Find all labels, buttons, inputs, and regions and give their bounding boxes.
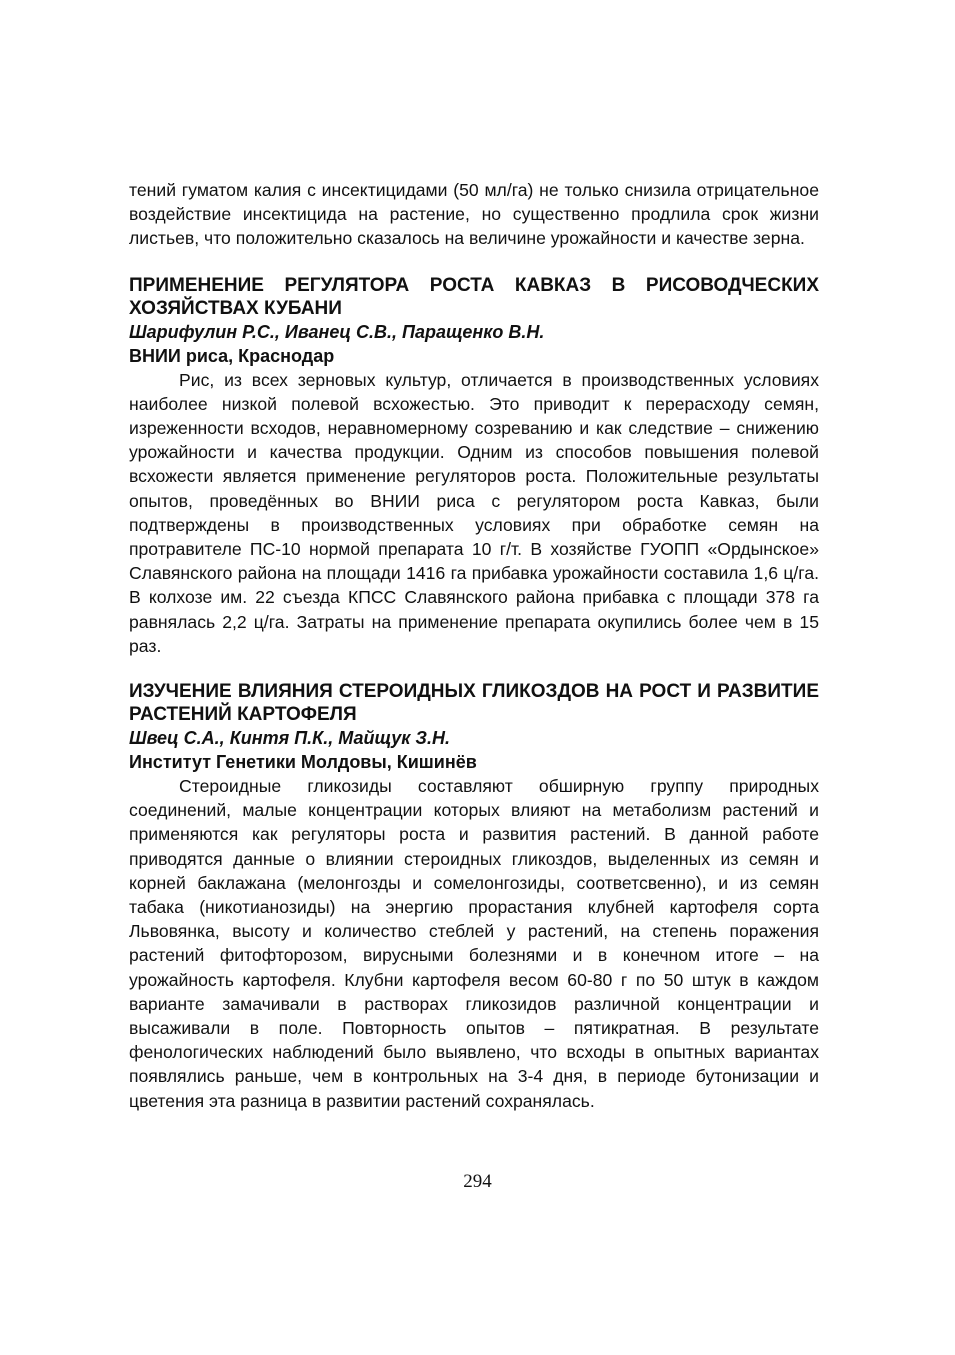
article-title: ИЗУЧЕНИЕ ВЛИЯНИЯ СТЕРОИДНЫХ ГЛИКОЗДОВ НА РОСТ И РАЗВИТИЕ РАСТЕНИЙ КАРТОФЕЛЯ [129,681,819,726]
article-body: Рис, из всех зерновых культур, отличается в производственных условиях наиболее низкой полевой всхожестью. Это приводит к перерасходу семян, изреженности всходов, неравномерному созреванию и как следствие – снижению урожайности и качества продукции. Одним из способов повышения полевой всхожести является применение регуляторов роста. Положительные результаты опытов, проведённых во ВНИИ риса с регулятором роста Кавказ, были подтверждены в производственных условиях при обработке семян на протравителе ПС-10 нормой препарата 10 г/т. В хозяйстве ГУОПП «Ордынское» Славянского района на площади 1416 га прибавка урожайности составила 1,6 ц/га. В колхозе им. 22 съезда КПСС Славянского района прибавка с площади 378 га равнялась 2,2 ц/га. Затраты на применение препарата окупились более чем в 15 раз. [129,369,819,656]
article-affiliation: ВНИИ риса, Краснодар [129,345,335,366]
intro-paragraph: тений гуматом калия с инсектицидами (50 мл/га) не только снизила отрицательное воздействие инсектицида на растение, но существенно продлила срок жизни листьев, что положительно сказалось на величине урожайности и качестве зерна. [129,180,819,249]
document-page [129,178,819,1113]
article-body: Стероидные гликозиды составляют обширную группу природных соединений, малые концентрации которых влияют на метаболизм растений и применяются как регуляторы роста и развития растений. В данной работе приводятся данные о влиянии стероидных гликоздов, выделенных из семян и корней баклажана (мелонгозды и сомелонгозиды, соответсвенно), и из семян табака (никотианозиды) на энергию прорастания клубней картофеля сорта Львовянка, высоту и количество стеблей у растений, на степень поражения растений фитофторозом, вирусными болезнями и в конечном итоге – на урожайность картофеля. Клубни картофеля весом 60-80 г по 50 штук в каждом варианте замачивали в растворах гликозидов различной концентрации и высаживали в поле. Повторность опытов – пятикратная. В результате фенологических наблюдений было выявлено, что всходы в опытных вариантах появлялись раньше, чем в контрольных на 3-4 дня, в периоде бутонизации и цветения эта разница в развитии растений сохранялась. [129,776,819,1111]
page-number: 294 [463,1171,492,1192]
article-section-potato [129,680,819,1113]
article-authors: Шарифулин Р.С., Иванец С.В., Паращенко В.Н. [129,321,545,342]
article-affiliation: Институт Генетики Молдовы, Кишинёв [129,752,477,773]
article-authors: Швец С.А., Кинтя П.К., Майщук З.Н. [129,728,450,749]
article-title: ПРИМЕНЕНИЕ РЕГУЛЯТОРА РОСТА КАВКАЗ В РИСОВОДЧЕСКИХ ХОЗЯЙСТВАХ КУБАНИ [129,274,819,319]
article-section-rice [129,274,819,658]
